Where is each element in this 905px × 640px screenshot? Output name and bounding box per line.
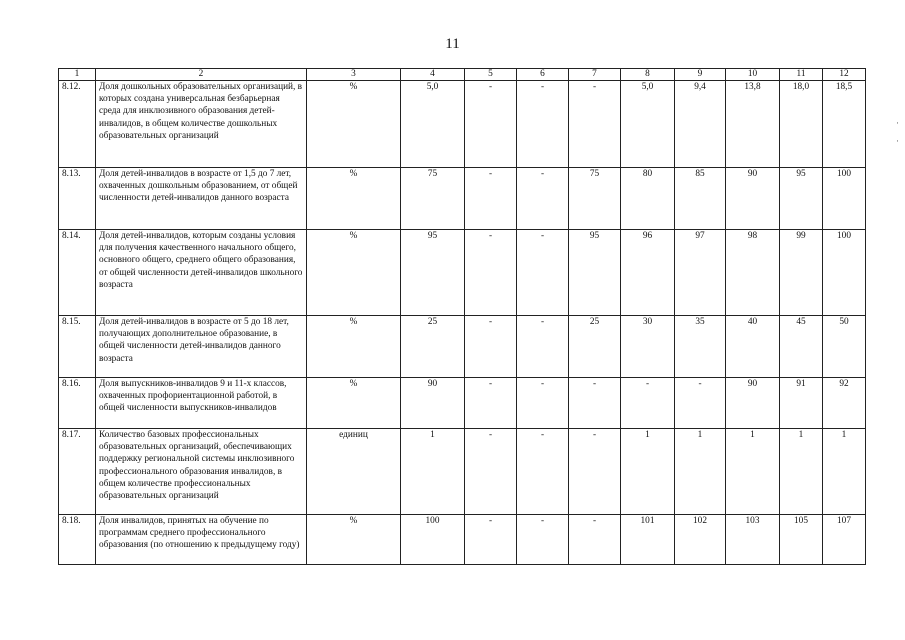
column-header: 5 xyxy=(465,69,517,81)
header-row xyxy=(59,69,866,81)
row-description: Количество базовых профессиональных образовательных организаций, обеспечивающих поддержку региональной системы инклюзивного профессионального образования инвалидов, в общем количестве профессиональных образовательных организаций xyxy=(96,429,307,515)
row-value: - xyxy=(569,378,621,429)
row-value: - xyxy=(465,515,517,565)
row-value: 13,8 xyxy=(726,81,780,168)
row-value: - xyxy=(517,378,569,429)
row-value: 1 xyxy=(780,429,823,515)
row-unit: % xyxy=(307,316,401,378)
column-header: 8 xyxy=(621,69,675,81)
row-number: 8.14. xyxy=(59,230,96,316)
row-value: 9,4 xyxy=(675,81,726,168)
row-value: 45 xyxy=(780,316,823,378)
row-number: 8.12. xyxy=(59,81,96,168)
row-unit: % xyxy=(307,230,401,316)
row-value: 1 xyxy=(401,429,465,515)
row-number: 8.18. xyxy=(59,515,96,565)
row-value: 90 xyxy=(401,378,465,429)
column-header: 10 xyxy=(726,69,780,81)
table-row xyxy=(59,230,866,316)
row-value: 30 xyxy=(621,316,675,378)
row-value: 91 xyxy=(780,378,823,429)
row-value: 25 xyxy=(401,316,465,378)
table-row xyxy=(59,81,866,168)
row-value: 40 xyxy=(726,316,780,378)
row-description: Доля выпускников-инвалидов 9 и 11-х классов, охваченных профориентационной работой, в общей численности выпускников-инвалидов xyxy=(96,378,307,429)
row-number: 8.15. xyxy=(59,316,96,378)
row-value: 96 xyxy=(621,230,675,316)
row-value: - xyxy=(621,378,675,429)
column-header: 11 xyxy=(780,69,823,81)
column-header: 1 xyxy=(59,69,96,81)
row-value: - xyxy=(675,378,726,429)
row-unit: % xyxy=(307,515,401,565)
column-header: 3 xyxy=(307,69,401,81)
table-row xyxy=(59,316,866,378)
row-value: 1 xyxy=(675,429,726,515)
row-value: - xyxy=(465,378,517,429)
row-value: 1 xyxy=(726,429,780,515)
row-value: 85 xyxy=(675,168,726,230)
row-value: 100 xyxy=(823,168,866,230)
row-value: 35 xyxy=(675,316,726,378)
row-value: 105 xyxy=(780,515,823,565)
row-value: - xyxy=(517,316,569,378)
row-number: 8.13. xyxy=(59,168,96,230)
row-value: 98 xyxy=(726,230,780,316)
row-value: 1 xyxy=(823,429,866,515)
row-number: 8.16. xyxy=(59,378,96,429)
row-value: 101 xyxy=(621,515,675,565)
row-value: 99 xyxy=(780,230,823,316)
row-value: 18,0 xyxy=(780,81,823,168)
row-value: 90 xyxy=(726,168,780,230)
row-value: - xyxy=(465,81,517,168)
row-value: 92 xyxy=(823,378,866,429)
column-header: 9 xyxy=(675,69,726,81)
row-value: 95 xyxy=(780,168,823,230)
indicators-table xyxy=(58,68,866,565)
row-value: 80 xyxy=(621,168,675,230)
row-value: 107 xyxy=(823,515,866,565)
row-unit: % xyxy=(307,81,401,168)
row-value: 95 xyxy=(401,230,465,316)
row-value: 5,0 xyxy=(401,81,465,168)
row-value: - xyxy=(569,81,621,168)
row-value: - xyxy=(517,168,569,230)
row-value: 50 xyxy=(823,316,866,378)
row-value: 102 xyxy=(675,515,726,565)
row-value: 95 xyxy=(569,230,621,316)
row-value: 90 xyxy=(726,378,780,429)
row-value: 75 xyxy=(401,168,465,230)
row-description: Доля детей-инвалидов в возрасте от 5 до 18 лет, получающих дополнительное образование, в общей численности детей-инвалидов данного возраста xyxy=(96,316,307,378)
row-unit: единиц xyxy=(307,429,401,515)
row-value: 103 xyxy=(726,515,780,565)
row-value: 75 xyxy=(569,168,621,230)
row-value: - xyxy=(517,81,569,168)
row-value: 18,5 xyxy=(823,81,866,168)
column-header: 7 xyxy=(569,69,621,81)
column-header: 4 xyxy=(401,69,465,81)
row-value: - xyxy=(465,429,517,515)
column-header: 6 xyxy=(517,69,569,81)
row-value: 97 xyxy=(675,230,726,316)
row-value: - xyxy=(569,429,621,515)
row-value: 1 xyxy=(621,429,675,515)
row-value: 100 xyxy=(401,515,465,565)
row-value: - xyxy=(465,230,517,316)
column-header: 12 xyxy=(823,69,866,81)
row-description: Доля детей-инвалидов в возрасте от 1,5 до 7 лет, охваченных дошкольным образованием, от общей численности детей-инвалидов данного возраста xyxy=(96,168,307,230)
page-number: 11 xyxy=(445,36,460,52)
row-value: - xyxy=(465,316,517,378)
row-number: 8.17. xyxy=(59,429,96,515)
column-header: 2 xyxy=(96,69,307,81)
table-row xyxy=(59,515,866,565)
row-description: Доля детей-инвалидов, которым созданы условия для получения качественного начального общего, основного общего, среднего общего образования, от общей численности детей-инвалидов школьного возраста xyxy=(96,230,307,316)
row-description: Доля дошкольных образовательных организаций, в которых создана универсальная безбарьерная среда для инклюзивного образования детей-инвалидов, в общем количестве дошкольных образовательных организаций xyxy=(96,81,307,168)
table-row xyxy=(59,378,866,429)
row-value: - xyxy=(517,515,569,565)
table-row xyxy=(59,429,866,515)
row-value: 100 xyxy=(823,230,866,316)
row-value: 25 xyxy=(569,316,621,378)
row-description: Доля инвалидов, принятых на обучение по программам среднего профессионального образования (по отношению к предыдущему году) xyxy=(96,515,307,565)
row-value: 5,0 xyxy=(621,81,675,168)
scan-speck: · xyxy=(896,136,899,146)
row-value: - xyxy=(517,230,569,316)
row-value: - xyxy=(569,515,621,565)
row-unit: % xyxy=(307,168,401,230)
row-unit: % xyxy=(307,378,401,429)
table-row xyxy=(59,168,866,230)
row-value: - xyxy=(517,429,569,515)
row-value: - xyxy=(465,168,517,230)
scan-speck: · xyxy=(896,118,899,128)
